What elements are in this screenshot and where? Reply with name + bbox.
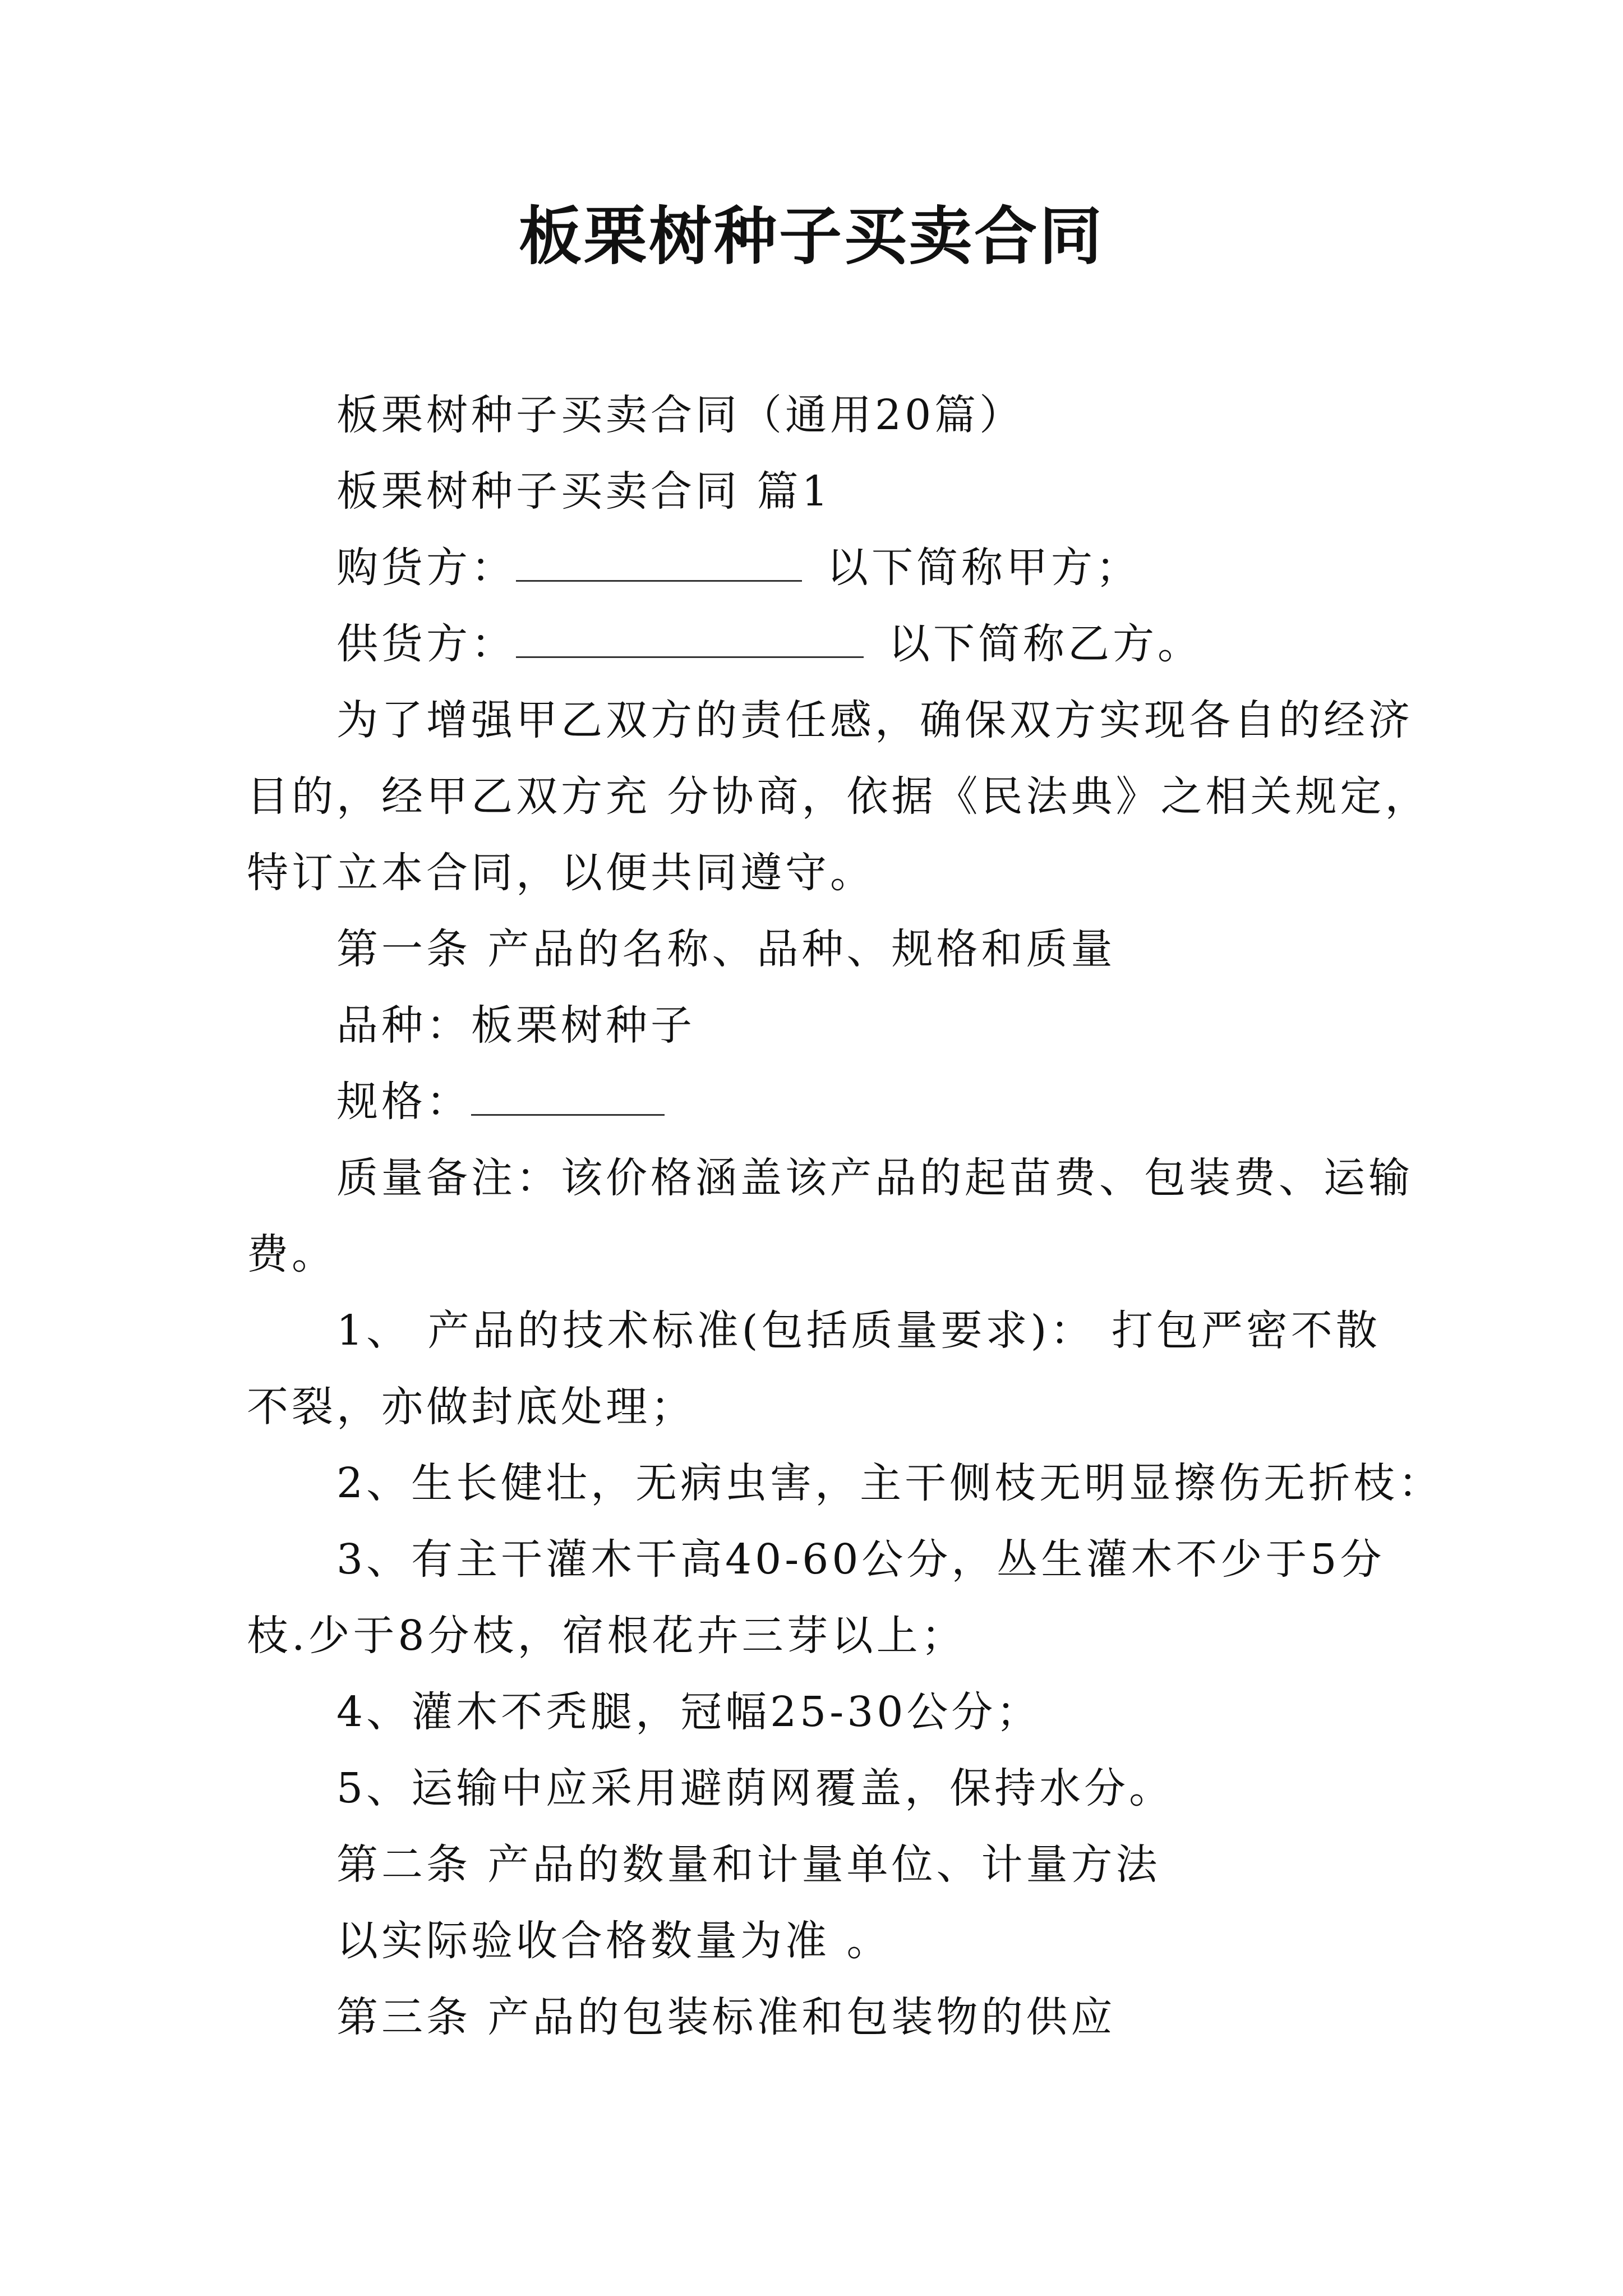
intro-paragraph-line-3: 特订立本合同，以便共同遵守。 <box>247 849 875 897</box>
item-5: 5、运输中应采用避荫网覆盖，保持水分。 <box>336 1764 1174 1812</box>
seller-suffix: 以下简称乙方。 <box>888 620 1202 668</box>
quality-note-line-1: 质量备注：该价格涵盖该产品的起苗费、包装费、运输 <box>336 1154 1413 1202</box>
document-title: 板栗树种子买卖合同 <box>519 200 1104 273</box>
intro-paragraph-line-1: 为了增强甲乙双方的责任感，确保双方实现各自的经济 <box>336 696 1413 744</box>
intro-paragraph-line-2: 目的，经甲乙双方充 分协商，依据《民法典》之相关规定， <box>247 772 1430 821</box>
item-2: 2、生长健壮，无病虫害，主干侧枝无明显擦伤无折枝： <box>336 1459 1444 1507</box>
buyer-label: 购货方： <box>336 544 516 592</box>
buyer-blank <box>516 541 802 582</box>
buyer-line <box>336 540 1141 596</box>
quality-note-line-2: 费。 <box>247 1230 336 1278</box>
buyer-suffix: 以下简称甲方； <box>827 544 1141 592</box>
seller-line <box>336 616 1202 672</box>
variety-line: 品种：板栗树种子 <box>336 1001 695 1050</box>
article-3-heading: 第三条 产品的包装标准和包装物的供应 <box>336 1993 1116 2041</box>
item-3-line-2: 枝.少于8分枝，宿根花卉三芽以上； <box>247 1612 966 1660</box>
item-4: 4、灌木不秃腿，冠幅25-30公分； <box>336 1688 1041 1736</box>
item-1-line-1: 1、 产品的技术标准(包括质量要求)： 打包严密不散 <box>336 1306 1381 1355</box>
spec-line <box>336 1074 665 1130</box>
seller-label: 供货方： <box>336 620 516 668</box>
quantity-line: 以实际验收合格数量为准 。 <box>336 1917 892 1965</box>
spec-blank <box>471 1075 665 1116</box>
article-1-heading: 第一条 产品的名称、品种、规格和质量 <box>336 925 1116 973</box>
article-2-heading: 第二条 产品的数量和计量单位、计量方法 <box>336 1841 1161 1889</box>
seller-blank <box>516 617 864 658</box>
chapter-heading: 板栗树种子买卖合同 篇1 <box>336 467 832 516</box>
spec-label: 规格： <box>336 1078 471 1126</box>
item-3-line-1: 3、有主干灌木干高40-60公分，丛生灌木不少于5分 <box>336 1535 1385 1584</box>
document-subtitle: 板栗树种子买卖合同（通用20篇） <box>336 391 1025 439</box>
item-1-line-2: 不裂，亦做封底处理； <box>247 1383 695 1431</box>
